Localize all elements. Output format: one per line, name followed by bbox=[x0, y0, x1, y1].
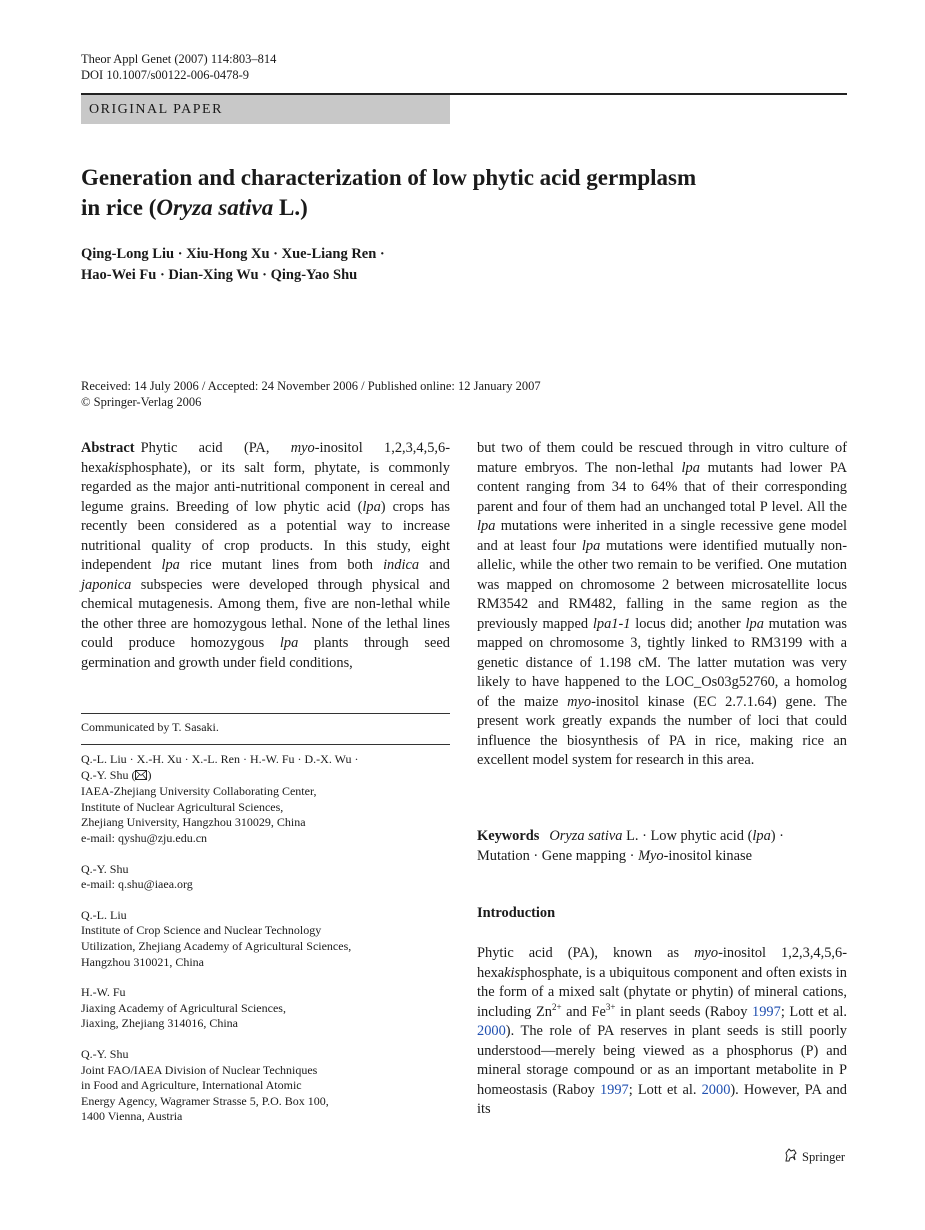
citation-link[interactable]: 2000 bbox=[477, 1023, 506, 1039]
publisher-footer bbox=[783, 1147, 845, 1167]
affiliation-2: Q.-Y. Shu e-mail: q.shu@iaea.org bbox=[81, 861, 193, 892]
springer-horse-icon bbox=[783, 1147, 799, 1167]
footnote-rule-2 bbox=[81, 744, 450, 745]
affiliation-3: Q.-L. Liu Institute of Crop Science and Nuclear Technology Utilization, Zhejiang Academy of Agricultural Sciences, Hangzhou 310021, China bbox=[81, 907, 352, 969]
abstract-continued: but two of them could be rescued through in vitro culture of mature embryos. The non-lethal lpa mutants had lower PA content ranging from 34 to 64% that of their corresponding parent and four of them had an unchanged total P level. All the lpa mutations were inherited in a single recessive gene model and at least four lpa mutations were identified mutually non-allelic, while the other two remain to be verified. One mutation was mapped on chromosome 2 between microsatellite locus RM3542 and RM482, falling in the same region as the previously mapped lpa1-1 locus did; another lpa mutation was mapped on chromosome 3, tightly linked to RM3199 with a genetic distance of 1.198 cM. The latter mutation was very likely to have happened to the LOC_Os03g52760, a homolog of the maize myo-inositol kinase (EC 2.7.1.64) gene. The present work greatly expands the number of loci that could influence the biosynthesis of PA in rice, making rice an excellent model system for research in this area. bbox=[477, 440, 847, 768]
publication-dates bbox=[81, 378, 841, 410]
citation-link[interactable]: 2000 bbox=[701, 1081, 731, 1098]
communicated-by: Communicated by T. Sasaki. bbox=[81, 720, 219, 734]
keywords-line-1: Keywords Oryza sativa L. · Low phytic acid (lpa) · bbox=[477, 828, 784, 844]
keywords bbox=[477, 827, 847, 866]
section-label: ORIGINAL PAPER bbox=[81, 95, 450, 124]
abstract-heading: Abstract bbox=[81, 440, 135, 456]
abstract-paragraph: Abstract Phytic acid (PA, myo-inositol 1,2,3,4,5,6-hexakisphosphate), or its salt form, phytate, is commonly regarded as the major anti-nutritional component in cereal and legume grains. Breeding of low phytic acid (lpa) crops has recently been considered as a potential way to increase nutritional quality of crop products. In this study, eight independent lpa rice mutant lines from both indica and japonica subspecies were developed through physical and chemical mutagenesis. Among them, five are non-lethal while the other three are homozygous lethal. None of the lethal lines could produce homozygous lpa plants through seed germination and growth under field conditions, bbox=[81, 440, 451, 671]
author-list bbox=[81, 244, 841, 286]
affiliation-1: Q.-L. Liu · X.-H. Xu · X.-L. Ren · H.-W. Fu · D.-X. Wu · Q.-Y. Shu ( ) IAEA-Zhejiang University Collaborating Center, Institute of Nuclear Agricultural Sciences, Zhejiang University, Hangzhou 310029, China e-mail: qyshu@zju.edu.cn bbox=[81, 752, 359, 845]
doi: DOI 10.1007/s00122-006-0478-9 bbox=[81, 68, 250, 82]
authors-line-1: Qing-Long Liu · Xiu-Hong Xu · Xue-Liang Ren · bbox=[81, 246, 385, 262]
journal-citation: Theor Appl Genet (2007) 114:803–814 bbox=[81, 52, 277, 66]
introduction-heading: Introduction bbox=[477, 905, 556, 921]
copyright-line: © Springer-Verlag 2006 bbox=[81, 395, 202, 409]
citation-link[interactable]: 1997 bbox=[599, 1081, 629, 1098]
affiliation-4: H.-W. Fu Jiaxing Academy of Agricultural Sciences, Jiaxing, Zhejiang 314016, China bbox=[81, 985, 286, 1031]
title-line-2: in rice (Oryza sativa L.) bbox=[81, 195, 308, 220]
publisher-name: Springer bbox=[802, 1149, 846, 1164]
envelope-icon[interactable] bbox=[135, 769, 147, 785]
abstract-right bbox=[477, 439, 847, 771]
article-title bbox=[81, 163, 841, 223]
keywords-heading: Keywords bbox=[477, 828, 540, 844]
affiliations bbox=[81, 752, 450, 1140]
email-link-2[interactable]: e-mail: q.shu@iaea.org bbox=[81, 877, 193, 892]
keywords-line-2: Mutation · Gene mapping · Myo-inositol kinase bbox=[477, 847, 752, 864]
introduction-paragraph: Phytic acid (PA), known as myo-inositol 1,2,3,4,5,6-hexakisphosphate, is a ubiquitous component and often exists in the form of a mixed salt (phytate or phytin) of mineral cations, including $Zn^{2+}$ and $Fe^{3+}$ in plant seeds (Raboy 1997; Lott et al. 2000). The role of PA reserves in plant seeds is still poorly understood—merely being viewed as a phosphorus (P) and mineral storage compound or as an important metabolite in P homeostasis (Raboy 1997; Lott et al. 2000). However, PA and its bbox=[477, 945, 847, 1117]
dates-line: Received: 14 July 2006 / Accepted: 24 November 2006 / Published online: 12 January 2007 bbox=[81, 379, 541, 393]
title-line-1: Generation and characterization of low phytic acid germplasm bbox=[81, 165, 697, 190]
citation-link[interactable]: 1997 bbox=[752, 1003, 781, 1020]
affiliation-5: Q.-Y. Shu Joint FAO/IAEA Division of Nuclear Techniques in Food and Agriculture, International Atomic Energy Agency, Wagramer Strasse 5, P.O. Box 100, 1400 Vienna, Austria bbox=[81, 1046, 329, 1124]
email-link-1[interactable]: e-mail: qyshu@zju.edu.cn bbox=[81, 830, 208, 845]
authors-line-2: Hao-Wei Fu · Dian-Xing Wu · Qing-Yao Shu bbox=[81, 267, 358, 283]
abstract-left bbox=[81, 439, 450, 673]
footnote-rule-1 bbox=[81, 713, 450, 714]
